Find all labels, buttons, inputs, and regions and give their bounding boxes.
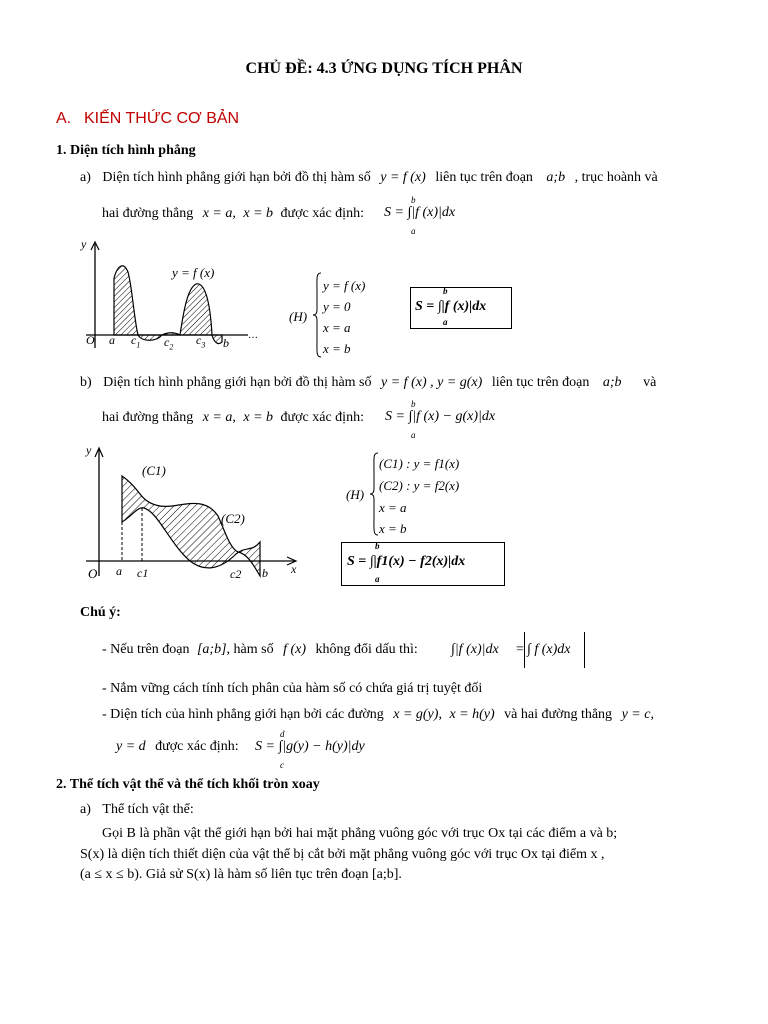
sec2-p3: (a ≤ x ≤ b). Giả sử S(x) là hàm số liên tục trên đoạn [a;b].: [80, 867, 402, 882]
item-a-line2-text: hai đường thẳng: [102, 206, 194, 221]
boxed-formula-2: [341, 542, 505, 586]
item-a-fx: y = f (x): [380, 170, 426, 185]
graph1-tick-a: a: [109, 333, 115, 347]
item-b-upper: b: [411, 399, 416, 409]
graph-2: [80, 444, 310, 584]
note1-text2: , hàm số: [226, 642, 274, 657]
item-a-text3: , trục hoành và: [574, 170, 658, 185]
system1-line4: x = b: [323, 341, 351, 356]
item-a-label: a): [80, 170, 91, 185]
note3-text1: - Diện tích của hình phẳng giới hạn bởi các đường: [102, 707, 384, 722]
note1-formula-right: ∫ f (x)dx: [527, 642, 571, 657]
comma: ,: [232, 410, 236, 425]
system2-line1: (C1) : y = f1(x): [379, 456, 460, 471]
item-a-text2: liên tục trên đoạn: [435, 170, 533, 185]
boxed1-text: S = ∫|f (x)|dx: [415, 299, 487, 314]
graph2-tick-c1: c1: [137, 566, 149, 580]
graph1-tick-c3: [196, 333, 205, 349]
item-b-line2-text: hai đường thẳng: [102, 410, 194, 425]
tick-c: c: [131, 333, 137, 347]
tick-sub: 3: [201, 340, 206, 350]
note4-yd: y = d: [116, 739, 146, 754]
item-b-fx: y = f (x) , y = g(x): [381, 375, 483, 390]
item-b-xa: x = a: [202, 410, 233, 425]
boxed2-lower: a: [375, 574, 380, 584]
item-b-line1: [80, 375, 656, 391]
graph2-y-label: y: [86, 443, 92, 457]
sec2-a-title: Thể tích vật thể:: [102, 802, 194, 817]
item-b-defined: được xác định:: [280, 410, 364, 425]
system1-line2: y = 0: [323, 299, 351, 314]
region-1: [114, 266, 138, 335]
graph2-c2-label: (C2): [221, 511, 245, 526]
note4-formula: S = ∫|g(y) − h(y)|dy: [255, 739, 365, 754]
sec2-a: [80, 802, 194, 818]
item-a-ab: a;b: [546, 170, 566, 185]
note1-ab: [a;b]: [196, 642, 227, 657]
note1-text3: không đổi dấu thì:: [315, 642, 418, 657]
tick-c: c: [164, 335, 170, 349]
graph2-tick-c2: c2: [230, 567, 242, 581]
note1-text1: - Nếu trên đoạn: [102, 642, 190, 657]
note4-text: được xác định:: [155, 739, 239, 754]
system2-line3: x = a: [379, 500, 407, 515]
graph2-c1-label: (C1): [142, 463, 166, 478]
graph2-tick-b: b: [262, 566, 268, 580]
graph1-origin: O: [86, 333, 95, 347]
section-a-heading: [56, 110, 239, 128]
graph1-tick-c2: [164, 335, 173, 351]
graph2-x-label: x: [291, 562, 297, 576]
note-line1: [102, 642, 418, 658]
boxed1-upper: b: [443, 286, 448, 296]
tick-sub: 1: [136, 340, 141, 350]
graph1-y-label: y: [81, 237, 87, 251]
system2-line4: x = b: [379, 521, 407, 536]
item-a-xb: x = b: [243, 206, 274, 221]
note1-abs-left: [524, 632, 525, 668]
item-b-ab: a;b: [602, 375, 622, 390]
comma: ,: [232, 206, 236, 221]
item-b-text2: liên tục trên đoạn: [491, 375, 590, 390]
page-title: CHỦ ĐỀ: 4.3 ỨNG DỤNG TÍCH PHÂN: [245, 60, 523, 77]
item-a-line2: [102, 206, 364, 222]
tick-sub: 2: [169, 342, 174, 352]
note-heading: Chú ý:: [80, 605, 121, 620]
boxed2-text: S = ∫|f1(x) − f2(x)|dx: [347, 554, 466, 569]
item-a-xa: x = a: [202, 206, 233, 221]
note1-eq: =: [516, 642, 524, 657]
comma: ,: [650, 707, 654, 722]
item-b-lower: a: [411, 430, 416, 440]
note1-abs-right: [584, 632, 585, 668]
boxed-formula-1: [410, 287, 512, 329]
section-1-heading: 1. Diện tích hình phẳng: [56, 143, 196, 158]
system2-line2: (C2) : y = f2(x): [379, 478, 460, 493]
sec2-p1: Gọi B là phần vật thể giới hạn bởi hai mặt phẳng vuông góc với trục Ox tại các điểm a và b;: [102, 826, 618, 841]
note-line3: [102, 707, 654, 723]
item-a-formula: S = ∫|f (x)|dx: [384, 205, 456, 220]
item-a-text1: Diện tích hình phẳng giới hạn bởi đồ thị hàm số: [102, 170, 371, 185]
section-2-heading: 2. Thể tích vật thể và thể tích khối tròn xoay: [56, 777, 320, 792]
sec2-a-label: a): [80, 802, 91, 817]
section-a-letter: A.: [56, 110, 72, 127]
note3-text2: và hai đường thẳng: [504, 707, 613, 722]
note4-lower: c: [280, 760, 284, 770]
system1-brace: [312, 272, 322, 358]
note3-yc: y = c: [621, 707, 651, 722]
tick-c: c: [196, 333, 202, 347]
item-a-defined: được xác định:: [280, 206, 364, 221]
system1-line3: x = a: [323, 320, 351, 335]
note-line2: - Nắm vững cách tính tích phân của hàm số có chứa giá trị tuyệt đối: [102, 681, 483, 696]
note1-formula-left: ∫|f (x)|dx: [451, 642, 499, 657]
note1-fx: f (x): [283, 642, 307, 657]
section-a-text: KIẾN THỨC CƠ BẢN: [84, 110, 240, 127]
item-b-label: b): [80, 375, 92, 390]
item-a-lower: a: [411, 226, 416, 236]
note4-upper: d: [280, 729, 285, 739]
sec2-p2: S(x) là diện tích thiết diện của vật thể bị cắt bởi mặt phẳng vuông góc với trục Ox tại điểm x ,: [80, 847, 605, 862]
item-b-text1: Diện tích hình phẳng giới hạn bởi đồ thị hàm số: [103, 375, 372, 390]
graph1-tick-b: b: [223, 336, 229, 350]
region-4: [180, 284, 212, 335]
boxed1-lower: a: [443, 317, 448, 327]
graph2-origin: O: [88, 566, 98, 581]
system2-prefix: (H): [346, 487, 365, 502]
graph1-tick-c1: [131, 333, 140, 349]
note-line4: [116, 739, 239, 755]
comma: ,: [438, 707, 442, 722]
system2-brace: [369, 452, 379, 536]
svg-text:…: …: [248, 330, 258, 341]
item-a-line1: [80, 170, 658, 186]
item-a-upper: b: [411, 195, 416, 205]
note3-x2: x = h(y): [449, 707, 495, 722]
item-b-formula: S = ∫|f (x) − g(x)|dx: [385, 409, 496, 424]
graph1-curve-label: y = f (x): [172, 265, 215, 280]
item-b-text3: và: [643, 375, 657, 390]
region-5: [212, 335, 222, 344]
system1-prefix: (H): [289, 309, 308, 324]
region-2: [138, 335, 162, 340]
item-b-line2: [102, 410, 364, 426]
boxed2-upper: b: [375, 541, 380, 551]
item-b-xb: x = b: [243, 410, 274, 425]
note3-x1: x = g(y): [393, 707, 439, 722]
graph2-tick-a: a: [116, 564, 122, 578]
system1-line1: y = f (x): [323, 278, 366, 293]
